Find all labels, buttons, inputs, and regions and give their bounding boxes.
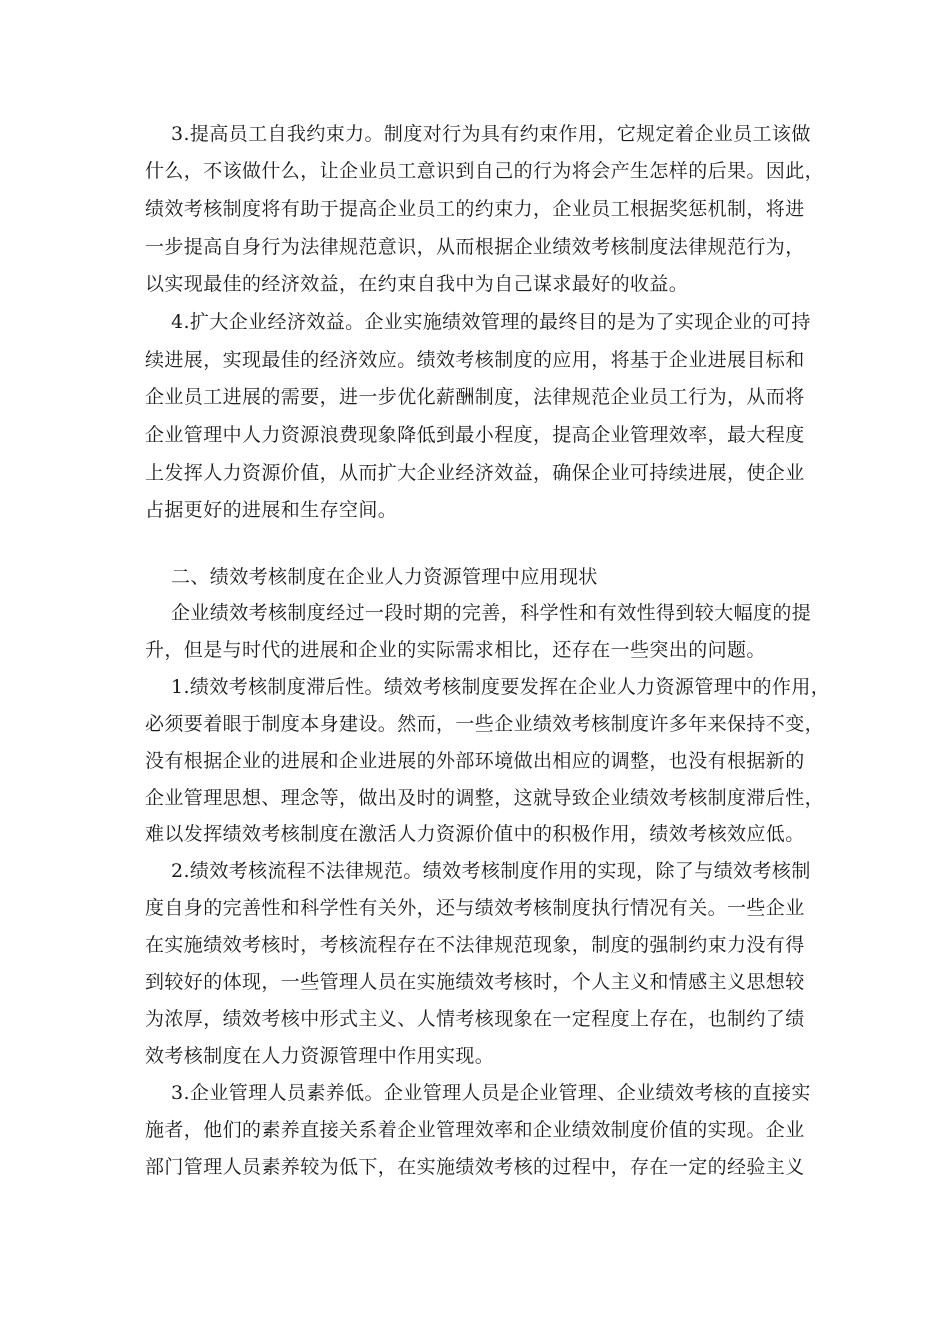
text-line: 没有根据企业的进展和企业进展的外部环境做出相应的调整，也没有根据新的 xyxy=(145,750,805,772)
text-line: 施者，他们的素养直接关系着企业管理效率和企业绩效制度价值的实现。企业 xyxy=(145,1119,805,1141)
text-line: 部门管理人员素养较为低下，在实施绩效考核的过程中，存在一定的经验主义 xyxy=(145,1156,805,1178)
text-line: 企业绩效考核制度经过一段时期的完善，科学性和有效性得到较大幅度的提 xyxy=(171,602,812,624)
text-line: 企业员工进展的需要，进一步优化薪酬制度，法律规范企业员工行为，从而将 xyxy=(145,386,805,408)
text-line: 到较好的体现，一些管理人员在实施绩效考核时，个人主义和情感主义思想较 xyxy=(145,971,805,993)
text-line: 占据更好的进展和生存空间。 xyxy=(145,499,398,521)
text-line: 3.企业管理人员素养低。企业管理人员是企业管理、企业绩效考核的直接实 xyxy=(171,1082,811,1104)
text-line: 绩效考核制度将有助于提高企业员工的约束力，企业员工根据奖惩机制，将进 xyxy=(145,198,805,220)
text-line: 必须要着眼于制度本身建设。然而，一些企业绩效考核制度许多年来保持不变， xyxy=(145,713,825,735)
text-line: 以实现最佳的经济效益，在约束自我中为自己谋求最好的收益。 xyxy=(145,273,689,295)
text-line: 续进展，实现最佳的经济效应。绩效考核制度的应用，将基于企业进展目标和 xyxy=(145,349,805,371)
text-line: 什么，不该做什么，让企业员工意识到自己的行为将会产生怎样的后果。因此， xyxy=(145,160,825,182)
text-line: 效考核制度在人力资源管理中作用实现。 xyxy=(145,1045,495,1067)
text-line: 度自身的完善性和科学性有关外，还与绩效考核制度执行情况有关。一些企业 xyxy=(145,897,805,919)
text-line: 3.提高员工自我约束力。制度对行为具有约束作用，它规定着企业员工该做 xyxy=(171,123,811,145)
text-line: 2.绩效考核流程不法律规范。绩效考核制度作用的实现，除了与绩效考核制 xyxy=(171,860,811,882)
text-line: 升，但是与时代的进展和企业的实际需求相比，还存在一些突出的问题。 xyxy=(145,639,766,661)
text-line: 企业管理中人力资源浪费现象降低到最小程度，提高企业管理效率，最大程度 xyxy=(145,424,805,446)
text-line: 上发挥人力资源价值，从而扩大企业经济效益，确保企业可持续进展，使企业 xyxy=(145,462,805,484)
text-line: 在实施绩效考核时，考核流程存在不法律规范现象，制度的强制约束力没有得 xyxy=(145,934,805,956)
text-line: 难以发挥绩效考核制度在激活人力资源价值中的积极作用，绩效考核效应低。 xyxy=(145,823,805,845)
text-line: 企业管理思想、理念等，做出及时的调整，这就导致企业绩效考核制度滞后性， xyxy=(145,787,825,809)
section-heading: 二、绩效考核制度在企业人力资源管理中应用现状 xyxy=(171,566,598,588)
text-line: 4.扩大企业经济效益。企业实施绩效管理的最终目的是为了实现企业的可持 xyxy=(171,311,811,333)
text-line: 为浓厚，绩效考核中形式主义、人情考核现象在一定程度上存在，也制约了绩 xyxy=(145,1008,805,1030)
text-line: 一步提高自身行为法律规范意识，从而根据企业绩效考核制度法律规范行为， xyxy=(145,236,805,258)
text-line: 1.绩效考核制度滞后性。绩效考核制度要发挥在企业人力资源管理中的作用， xyxy=(171,676,831,698)
